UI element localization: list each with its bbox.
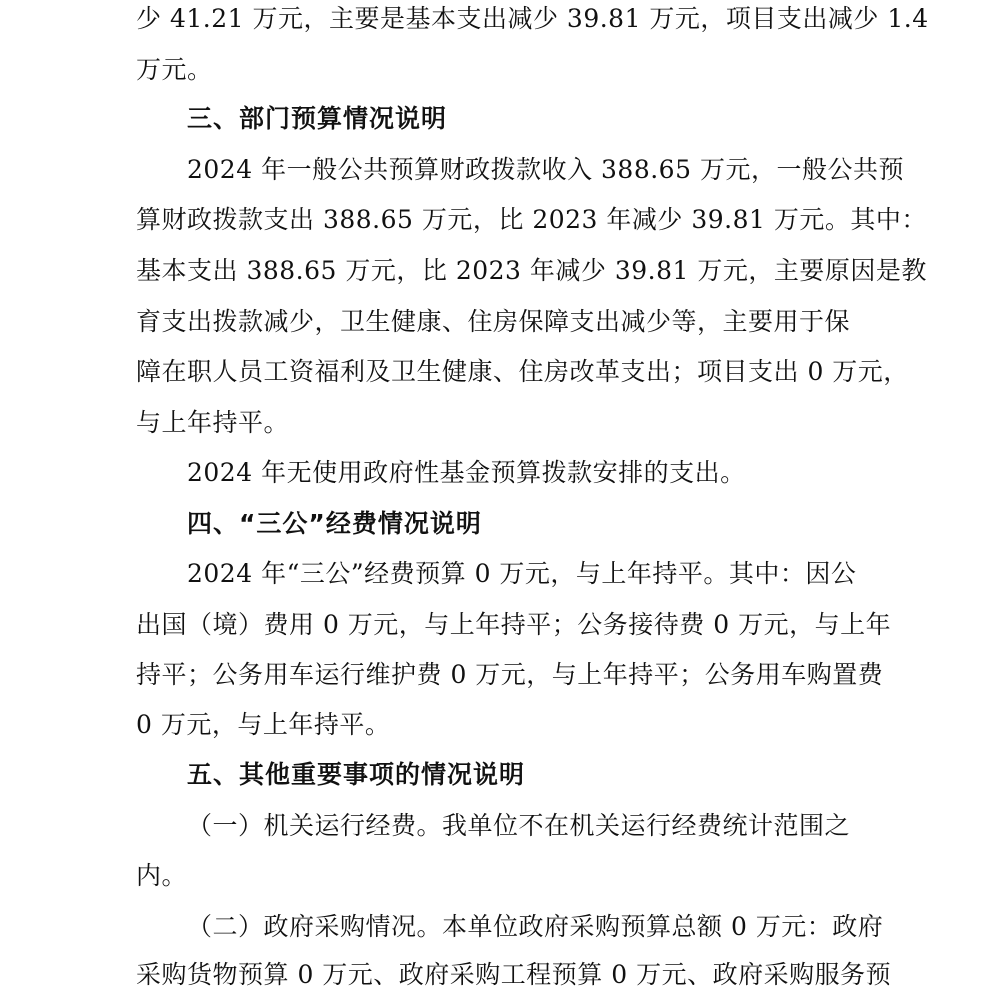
body-text-line: 2024 年“三公”经费预算 0 万元，与上年持平。其中：因公 <box>187 559 857 588</box>
body-text-line: 基本支出 388.65 万元，比 2023 年减少 39.81 万元，主要原因是教 <box>136 256 927 285</box>
body-text-line: 0 万元，与上年持平。 <box>136 710 391 739</box>
body-text-line: 少 41.21 万元，主要是基本支出减少 39.81 万元，项目支出减少 1.4 <box>136 4 929 33</box>
body-text-line: 出国（境）费用 0 万元，与上年持平；公务接待费 0 万元，与上年 <box>136 610 892 639</box>
section-heading-three-public: 四、“三公”经费情况说明 <box>187 509 482 538</box>
body-text-line: 万元。 <box>136 55 213 84</box>
body-text-line: 2024 年无使用政府性基金预算拨款安排的支出。 <box>187 458 746 487</box>
body-text-line: （二）政府采购情况。本单位政府采购预算总额 0 万元：政府 <box>187 912 884 941</box>
body-text-line: 育支出拨款减少，卫生健康、住房保障支出减少等，主要用于保 <box>136 307 851 336</box>
section-heading-other-matters: 五、其他重要事项的情况说明 <box>187 760 526 789</box>
body-text-line: （一）机关运行经费。我单位不在机关运行经费统计范围之 <box>187 811 851 840</box>
section-heading-budget: 三、部门预算情况说明 <box>187 104 448 133</box>
body-text-line: 采购货物预算 0 万元、政府采购工程预算 0 万元、政府采购服务预 <box>136 960 892 989</box>
body-text-line: 持平；公务用车运行维护费 0 万元，与上年持平；公务用车购置费 <box>136 660 884 689</box>
body-text-line: 算财政拨款支出 388.65 万元，比 2023 年减少 39.81 万元。其中： <box>136 205 927 234</box>
body-text-line: 内。 <box>136 861 188 890</box>
body-text-line: 2024 年一般公共预算财政拨款收入 388.65 万元，一般公共预 <box>187 155 904 184</box>
body-text-line: 与上年持平。 <box>136 408 290 437</box>
body-text-line: 障在职人员工资福利及卫生健康、住房改革支出；项目支出 0 万元， <box>136 357 909 386</box>
